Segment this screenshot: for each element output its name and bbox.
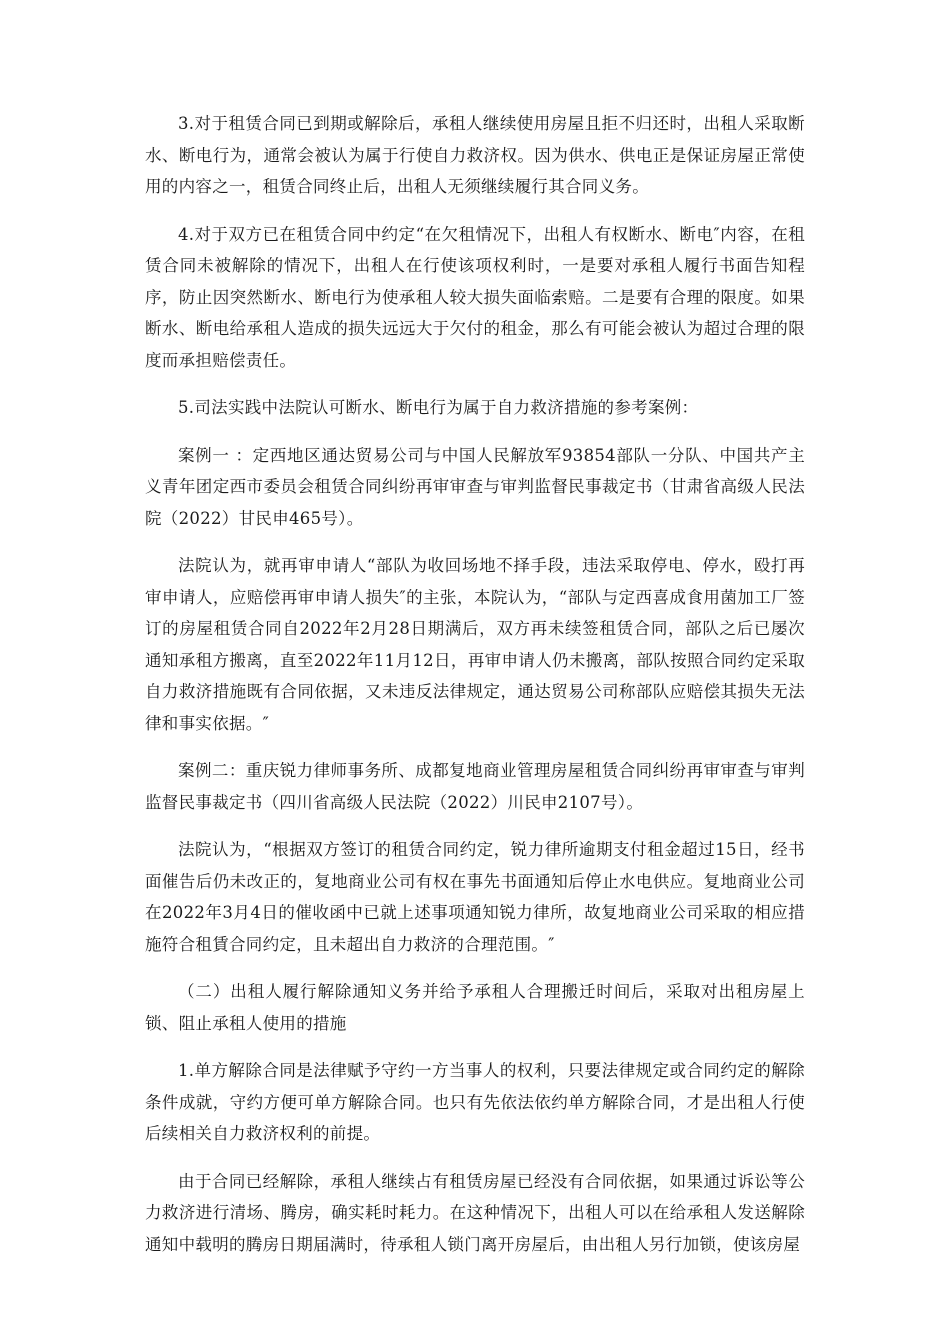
paragraph-case-one: 案例一 ：定西地区通达贸易公司与中国人民解放军93854部队一分队、中国共产主义青年团定西市委员会租赁合同纠纷再审审查与审判监督民事裁定书（甘肃省高级人民法院（2022）甘民申465号）。 <box>145 445 805 528</box>
paragraph-case-one-holding: 法院认为，就再审申请人“部队为收回场地不择手段，违法采取停电、停水，殴打再审申请人，应赔偿再审申请人损失″的主张，本院认为，“部队与定西喜成食用菌加工厂签订的房屋租赁合同自2022年2月28日期满后，双方再未续签租赁合同，部队之后已屡次通知承租方搬离，直至2022年11月12日，再审申请人仍未搬离，部队按照合同约定采取自力救济措施既有合同依据，又未违反法律规定，通达贸易公司称部队应赔偿其损失无法律和事实依据。″ <box>145 556 805 733</box>
paragraph-item-4-contract-clause: 4.对于双方已在租赁合同中约定“在欠租情况下，出租人有权断水、断电″内容，在租赁合同未被解除的情况下，出租人在行使该项权利时，一是要对承租人履行书面告知程序，防止因突然断水、断电行为使承租人较大损失面临索赔。二是要有合理的限度。如果断水、断电给承租人造成的损失远远大于欠付的租金，那么有可能会被认为超过合理的限度而承担赔偿责任。 <box>145 224 805 370</box>
paragraph-item-1-unilateral-termination: 1.单方解除合同是法律赋予守约一方当事人的权利，只要法律规定或合同约定的解除条件成就，守约方便可单方解除合同。也只有先依法依约单方解除合同，才是出租人行使后续相关自力救济权利的前提。 <box>145 1061 805 1143</box>
paragraph-item-3-water-power-after-expiry: 3.对于租赁合同已到期或解除后，承租人继续使用房屋且拒不归还时，出租人采取断水、断电行为，通常会被认为属于行使自力救济权。因为供水、供电正是保证房屋正常使用的内容之一，租赁合同终止后，出租人无须继续履行其合同义务。 <box>145 114 805 196</box>
paragraph-after-termination: 由于合同已经解除，承租人继续占有租赁房屋已经没有合同依据，如果通过诉讼等公力救济进行清场、腾房，确实耗时耗力。在这种情况下，出租人可以在给承租人发送解除通知中载明的腾房日期届满时，待承租人锁门离开房屋后，由出租人另行加锁，使该房屋 <box>145 1171 805 1254</box>
paragraph-case-two: 案例二：重庆锐力律师事务所、成都复地商业管理房屋租赁合同纠纷再审审查与审判监督民事裁定书（四川省高级人民法院（2022）川民申2107号）。 <box>145 761 805 812</box>
paragraph-case-two-holding: 法院认为，“根据双方签订的租赁合同约定，锐力律所逾期支付租金超过15日，经书面催告后仍未改正的，复地商业公司有权在事先书面通知后停止水电供应。复地商业公司在2022年3月4日的催收函中已就上述事项通知锐力律所，故复地商业公司采取的相应措施符合租賃合同约定，且未超出自力救济的合理范围。″ <box>145 840 805 954</box>
section-heading-lock-measures: （二）出租人履行解除通知义务并给予承租人合理搬迁时间后，采取对出租房屋上锁、阻止承租人使用的措施 <box>145 982 805 1033</box>
paragraph-item-5-reference-cases: 5.司法实践中法院认可断水、断电行为属于自力救济措施的参考案例： <box>178 398 699 417</box>
document-body <box>145 108 805 1276</box>
